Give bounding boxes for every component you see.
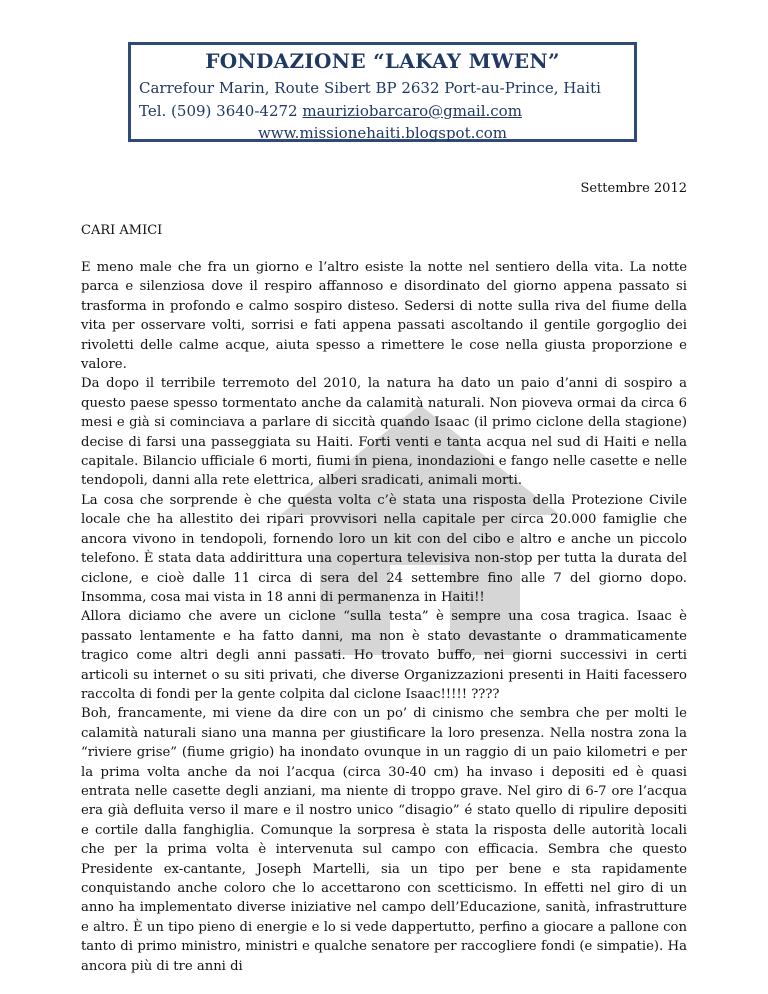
foundation-address: Carrefour Marin, Route Sibert BP 2632 Port-au-Prince, Haiti: [139, 79, 601, 97]
foundation-header: [128, 42, 637, 142]
paragraph: E meno male che fra un giorno e l’altro esiste la notte nel sentiero della vita. La notte parca e silenziosa dove il respiro affannoso e disordinato del giorno appena passato si trasforma in profondo e calmo sospiro disteso. Sedersi di notte sulla riva del fiume della vita per osservare volti, sorrisi e fati appena passati ascoltando il gentile gorgoglio dei rivoletti delle calme acque, aiuta spesso a rimettere le cose nella giusta proporzione e valore.: [81, 260, 687, 373]
paragraph: Da dopo il terribile terremoto del 2010, la natura ha dato un paio d’anni di sospiro a questo paese spesso tormentato anche da calamità naturali. Non pioveva ormai da circa 6 mesi e già si cominciava a parlare di siccità quando Isaac (il primo ciclone della stagione) decise di farsi una passeggiata su Haiti. Forti venti e tanta acqua nel sud di Haiti e nella capitale. Bilancio ufficiale 6 morti, fiumi in piena, inondazioni e fango nelle casette e nelle tendopoli, danni alla rete elettrica, alberi sradicati, animali morti.: [81, 376, 687, 489]
greeting: CARI AMICI: [81, 223, 163, 238]
foundation-title: FONDAZIONE “LAKAY MWEN”: [205, 49, 560, 73]
email-link[interactable]: mauriziobarcaro@gmail.com: [302, 102, 522, 120]
letter-date: Settembre 2012: [580, 181, 687, 196]
website-link[interactable]: www.missionehaiti.blogspot.com: [257, 124, 508, 142]
paragraph: Allora diciamo che avere un ciclone “sulla testa” è sempre una cosa tragica. Isaac è passato lentamente e ha fatto danni, ma non è stato devastante o drammaticamente tragico come altri degli anni passati. Ho trovato buffo, nei giorni successivi in certi articoli su internet o su siti privati, che diverse Organizzazioni presenti in Haiti facessero raccolta di fondi per la gente colpita dal ciclone Isaac!!!!! ????: [81, 609, 687, 702]
letter-body: [81, 258, 687, 976]
phone-number: Tel. (509) 3640-4272: [139, 102, 298, 120]
foundation-contact: [139, 102, 522, 120]
paragraph: Boh, francamente, mi viene da dire con un po’ di cinismo che sembra che per molti le calamità naturali siano una manna per giustificare la loro presenza. Nella nostra zona la “riviere grise” (fiume grigio) ha inondato ovunque in un raggio di un paio kilometri e per la prima volta anche da noi l’acqua (circa 30-40 cm) ha invaso i depositi ed è quasi entrata nelle casette degli anziani, ma niente di troppo grave. Nel giro di 6-7 ore l’acqua era già defluita verso il mare e il nostro unico “disagio” é stato quello di ripulire depositi e cortile dalla fanghiglia. Comunque la sorpresa è stata la risposta delle autorità locali che per la prima volta è intervenuta sul campo con efficacia. Sembra che questo Presidente ex-cantante, Joseph Martelli, sia un tipo per bene e sta rapidamente conquistando anche coloro che lo accettarono con scetticismo. In effetti nel giro di un anno ha implementato diverse iniziative nel campo dell’Educazione, sanità, infrastrutture e altro. È un tipo pieno di energie e lo si vede dappertutto, perfino a giocare a pallone con tanto di primo ministro, ministri e qualche senatore per raccogliere fondi (e simpatie). Ha ancora più di tre anni di: [81, 706, 687, 974]
paragraph: La cosa che sorprende è che questa volta c’è stata una risposta della Protezione Civile locale che ha allestito dei ripari provvisori nella capitale per circa 20.000 famiglie che ancora vivono in tendopoli, fornendo loro un kit con del cibo e altro e anche un piccolo telefono. È stata data addirittura una copertura televisiva non-stop per tutta la durata del ciclone, e cioè dalle 11 circa di sera del 24 settembre fino alle 7 del giorno dopo. Insomma, cosa mai vista in 18 anni di permanenza in Haiti!!: [81, 492, 687, 605]
